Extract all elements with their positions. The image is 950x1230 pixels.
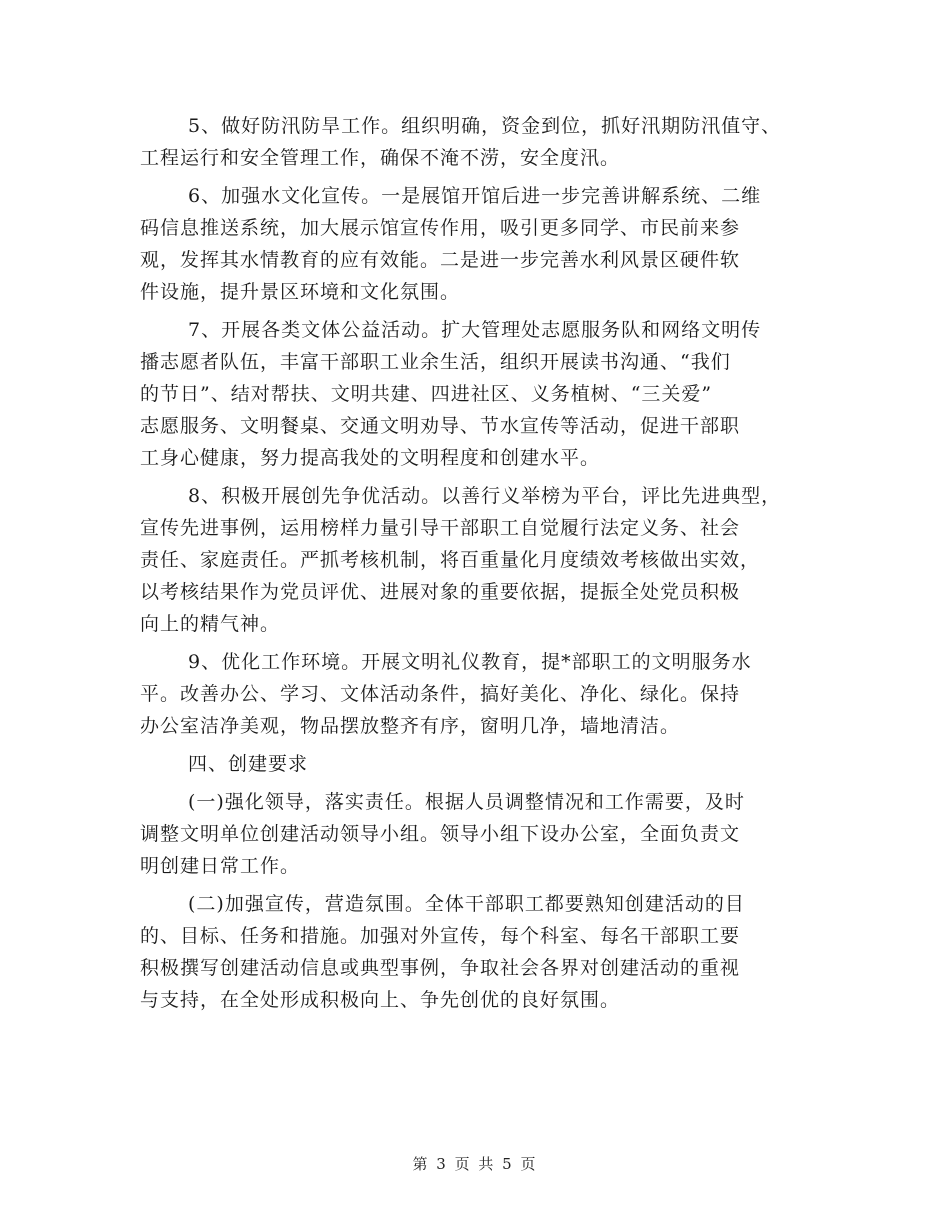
text-line: 宣传先进事例，运用榜样力量引导干部职工自觉履行法定义务、社会 bbox=[140, 517, 741, 539]
text-line: 责任、家庭责任。严抓考核机制，将百重量化月度绩效考核做出实效， bbox=[140, 549, 761, 571]
section-heading: 四、创建要求 bbox=[188, 753, 309, 775]
text-line: 工身心健康，努力提高我处的文明程度和创建水平。 bbox=[140, 447, 601, 469]
paragraph-5-flood-control bbox=[140, 110, 820, 174]
page-number-footer: 第 3 页 共 5 页 bbox=[412, 1155, 538, 1173]
document-body bbox=[140, 110, 820, 1022]
paragraph-7-public-activities bbox=[140, 314, 820, 474]
text-line: 调整文明单位创建活动领导小组。领导小组下设办公室，全面负责文 bbox=[140, 823, 741, 845]
text-line: (二)加强宣传，营造氛围。全体干部职工都要熟知创建活动的目 bbox=[188, 893, 745, 915]
section-heading-requirements bbox=[140, 748, 820, 780]
text-line: 平。改善办公、学习、文体活动条件，搞好美化、净化、绿化。保持 bbox=[140, 683, 741, 705]
text-line: 工程运行和安全管理工作，确保不淹不涝，安全度汛。 bbox=[140, 147, 621, 169]
text-line: 7、开展各类文体公益活动。扩大管理处志愿服务队和网络文明传 bbox=[188, 319, 762, 341]
text-line: 向上的精气神。 bbox=[140, 613, 281, 635]
paragraph-req-2-publicity bbox=[140, 888, 820, 1016]
text-line: 志愿服务、文明餐桌、交通文明劝导、节水宣传等活动，促进干部职 bbox=[140, 415, 741, 437]
paragraph-8-excellence bbox=[140, 480, 820, 640]
text-line: 办公室洁净美观，物品摆放整齐有序，窗明几净，墙地清洁。 bbox=[140, 715, 681, 737]
paragraph-req-1-leadership bbox=[140, 786, 820, 882]
text-line: 与支持，在全处形成积极向上、争先创优的良好氛围。 bbox=[140, 989, 621, 1011]
text-line: 件设施，提升景区环境和文化氛围。 bbox=[140, 281, 461, 303]
paragraph-6-water-culture bbox=[140, 180, 820, 308]
text-line: 的、目标、任务和措施。加强对外宣传，每个科室、每名干部职工要 bbox=[140, 925, 741, 947]
text-line: 6、加强水文化宣传。一是展馆开馆后进一步完善讲解系统、二维 bbox=[188, 185, 762, 207]
paragraph-9-work-environment bbox=[140, 646, 820, 742]
text-line: 播志愿者队伍，丰富干部职工业余生活，组织开展读书沟通、“我们 bbox=[140, 351, 731, 373]
text-line: 明创建日常工作。 bbox=[140, 855, 301, 877]
text-line: 以考核结果作为党员评优、进展对象的重要依据，提振全处党员积极 bbox=[140, 581, 741, 603]
text-line: 码信息推送系统，加大展示馆宣传作用，吸引更多同学、市民前来参 bbox=[140, 217, 741, 239]
text-line: 5、做好防汛防旱工作。组织明确，资金到位，抓好汛期防汛值守、 bbox=[188, 115, 782, 137]
text-line: 8、积极开展创先争优活动。以善行义举榜为平台，评比先进典型， bbox=[188, 485, 782, 507]
text-line: (一)强化领导，落实责任。根据人员调整情况和工作需要，及时 bbox=[188, 791, 745, 813]
text-line: 9、优化工作环境。开展文明礼仪教育，提*部职工的文明服务水 bbox=[188, 651, 752, 673]
text-line: 观，发挥其水情教育的应有效能。二是进一步完善水利风景区硬件软 bbox=[140, 249, 741, 271]
text-line: 积极撰写创建活动信息或典型事例，争取社会各界对创建活动的重视 bbox=[140, 957, 741, 979]
text-line: 的节日”、结对帮扶、文明共建、四进社区、义务植树、“三关爱” bbox=[140, 383, 713, 405]
